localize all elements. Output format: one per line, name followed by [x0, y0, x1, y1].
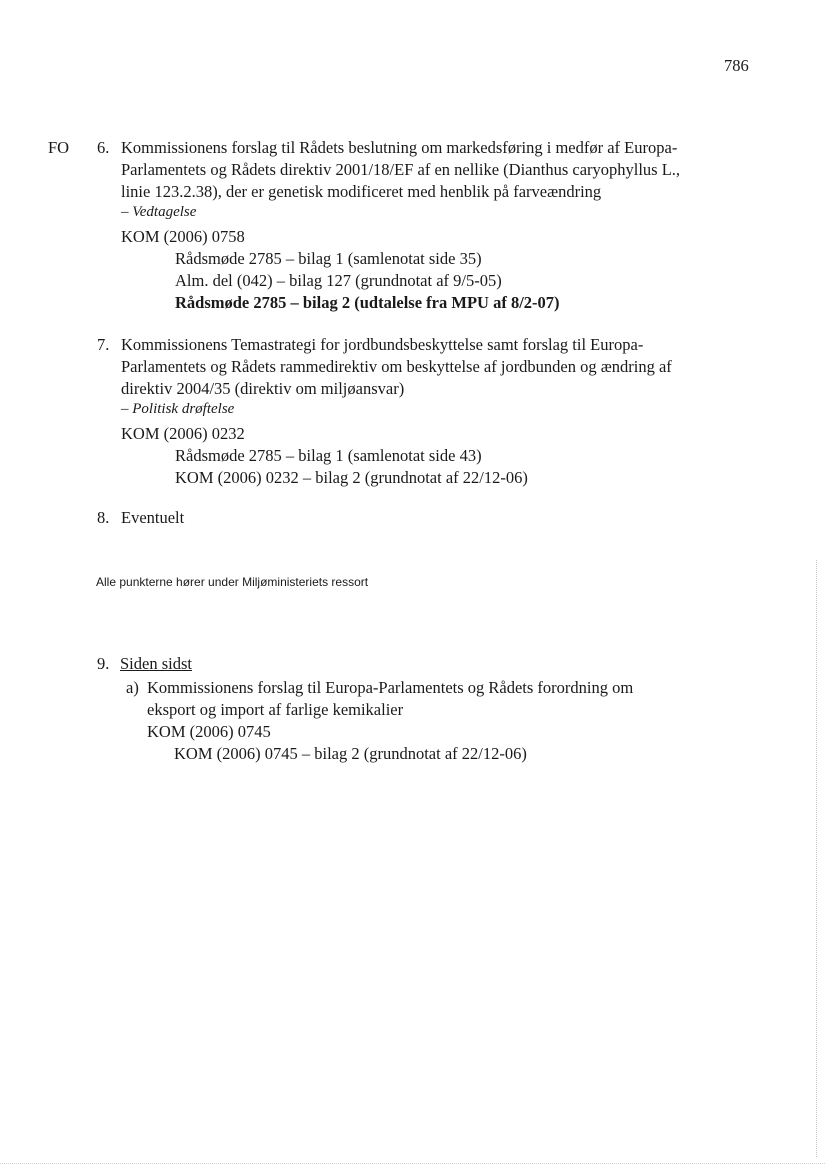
- item-6-status: – Vedtagelse: [121, 204, 197, 220]
- item-7-number: 7.: [97, 335, 110, 354]
- section-9a-line-1: Kommissionens forslag til Europa-Parlamentets og Rådets forordning om: [147, 678, 634, 697]
- item-6-ref-1: Rådsmøde 2785 – bilag 1 (samlenotat side 35): [175, 249, 482, 268]
- section-9-number: 9.: [97, 654, 110, 673]
- section-9-heading: Siden sidst: [120, 654, 192, 673]
- page-number: 786: [724, 56, 749, 75]
- item-6-number: 6.: [97, 138, 110, 157]
- ministry-note: Alle punkterne hører under Miljøministeriets ressort: [96, 575, 369, 589]
- section-9a-line-2: eksport og import af farlige kemikalier: [147, 700, 404, 719]
- item-6-line-1: Kommissionens forslag til Rådets beslutning om markedsføring i medfør af Europa-: [121, 138, 678, 157]
- section-9a-label: a): [126, 678, 139, 697]
- item-6-line-2: Parlamentets og Rådets direktiv 2001/18/EF af en nellike (Dianthus caryophyllus L.,: [121, 160, 681, 179]
- section-9a-ref-1: KOM (2006) 0745 – bilag 2 (grundnotat af 22/12-06): [174, 744, 527, 763]
- margin-tag: FO: [48, 138, 70, 157]
- scan-edge-bottom: [0, 1163, 825, 1164]
- item-7-line-3: direktiv 2004/35 (direktiv om miljøansvar): [121, 379, 405, 398]
- item-7-line-2: Parlamentets og Rådets rammedirektiv om beskyttelse af jordbunden og ændring af: [121, 357, 672, 376]
- item-6-com-ref: KOM (2006) 0758: [121, 227, 245, 246]
- item-8-title: Eventuelt: [121, 508, 185, 527]
- item-7-line-1: Kommissionens Temastrategi for jordbundsbeskyttelse samt forslag til Europa-: [121, 335, 644, 354]
- item-6-ref-2: Alm. del (042) – bilag 127 (grundnotat af 9/5-05): [175, 271, 502, 290]
- item-7-com-ref: KOM (2006) 0232: [121, 424, 245, 443]
- item-7-ref-1: Rådsmøde 2785 – bilag 1 (samlenotat side 43): [175, 446, 482, 465]
- item-7-status: – Politisk drøftelse: [121, 401, 235, 417]
- scan-edge-right: [816, 560, 817, 1157]
- item-7-ref-2: KOM (2006) 0232 – bilag 2 (grundnotat af 22/12-06): [175, 468, 528, 487]
- section-9a-com-ref: KOM (2006) 0745: [147, 722, 271, 741]
- item-8-number: 8.: [97, 508, 110, 527]
- item-6-ref-3: Rådsmøde 2785 – bilag 2 (udtalelse fra MPU af 8/2-07): [175, 293, 560, 312]
- item-6-line-3: linie 123.2.38), der er genetisk modificeret med henblik på farveændring: [121, 182, 602, 201]
